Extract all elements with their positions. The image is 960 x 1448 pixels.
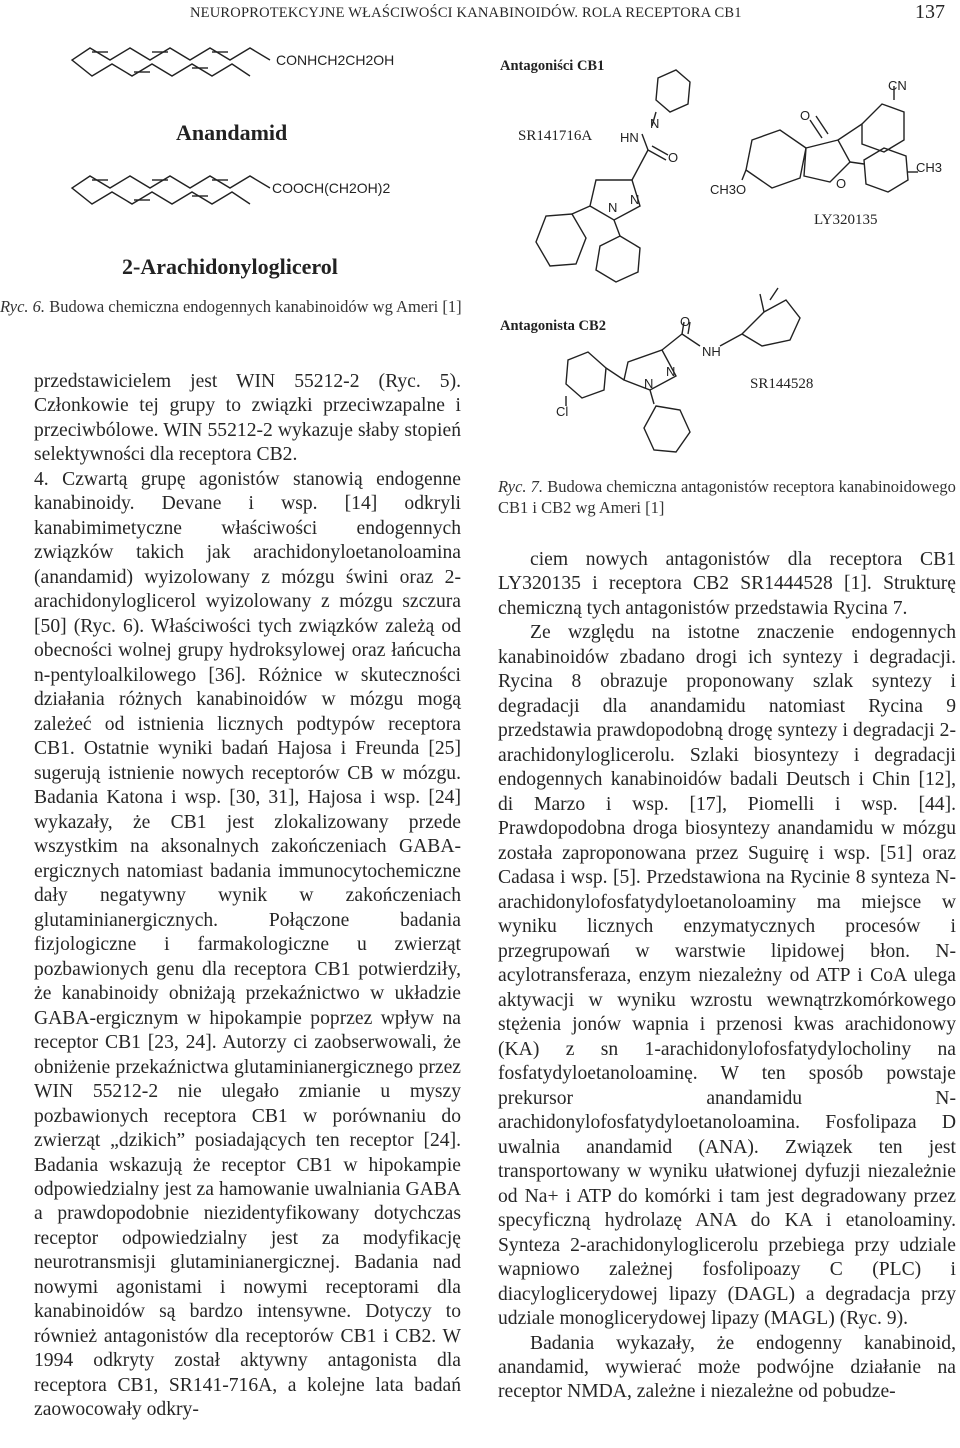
page-number: 137 [915, 1, 945, 23]
atom-o-furan: O [836, 176, 847, 191]
atom-cl: Cl [556, 404, 569, 419]
atom-o-ketone: O [800, 108, 811, 123]
atom-hn: HN [620, 130, 639, 145]
anandamide-headgroup: CONHCH2CH2OH [276, 52, 395, 68]
figure-6-caption-text: Budowa chemiczna endogennych kanabinoidów wg Ameri [1] [45, 297, 462, 316]
anandamide-label: Anandamid [176, 120, 288, 145]
atom-n1: N [608, 200, 618, 215]
ag-headgroup: COOCH(CH2OH)2 [272, 180, 391, 196]
figure-7-caption-text: Budowa chemiczna antagonistów receptora kanabinoidowego CB1 i CB2 wg Ameri [1] [498, 477, 956, 517]
atom-ch3o: CH3O [710, 182, 747, 197]
atom-ch3: CH3 [916, 160, 943, 175]
left-paragraph-1: przedstawicielem jest WIN 55212-2 (Ryc. 5). Członkowie tej grupy to związki przeciwzapalne i przeciwbólowe. WIN 55212-2 wykazuje słaby stopień selektywności dla receptora CB2. [34, 371, 461, 466]
atom-n-pyrazole1: N [666, 364, 676, 379]
atom-n-pyrazole2: N [644, 376, 654, 391]
atom-nh: NH [702, 344, 721, 359]
figure-7-caption-label: Ryc. 7. [498, 477, 544, 496]
atom-n2: N [630, 192, 640, 207]
cb2-antagonist-heading: Antagonista CB2 [500, 318, 606, 334]
sr141716a-label: SR141716A [518, 128, 593, 144]
left-paragraph-2: 4. Czwartą grupę agonistów stanowią endogenne kanabinoidy. Devane i wsp. [14] odkryli kanabimimetyczne właściwości endogennych związków takich jak arachidonyloetanoloamina (anandamid) wyizolowany z mózgu świni oraz 2-arachidonyloglicerol wyizolowany z mózgu szczura [50] (Ryc. 6). Właściwości tych związków zależą od obecności wolnej grupy hydroksylowej oraz łańcucha n-pentyloalkilowego [36]. Różnice w skuteczności działania różnych kanabinoidów w mózgu mogą zależeć od istnienia licznych podtypów receptora CB1. Ostatnie wyniki badań Hajosa i Freunda [25] sugerują istnienie nowych receptorów CB w mózgu. Badania Katona i wsp. [30, 31], Hajosa i wsp. [24] wykazały, że CB1 jest zlokalizowany przede wszystkim na aksonalnych zakończeniach GABA-ergicznych natomiast badania immunocytochemiczne dały negatywny wynik w zakończeniach glutaminianergicznych. Połączone badania fizjologiczne i farmakologiczne u zwierząt pozbawionych genu dla receptora CB1 potwierdziły, że kanabinoidy obniżają przekaźnictwo w układzie GABA-ergicznym w hipokampie poprzez wpływ na receptor CB1 [23, 24]. Autorzy ci zaobserwowali, że obniżenie przekaźnictwa glutaminianergicznego przez WIN 55212-2 nie ulegało zmianie u myszy pozbawionych receptora CB1 w porównaniu do zwierząt „dzikich” posiadających ten receptor [24]. Badania wskazują że receptor CB1 w hipokampie odpowiedzialny jest za hamowanie uwalniania GABA a prawdopodobnie niezidentyfikowany dotychczas receptor odpowiedzialny jest za modyfikację neurotransmisji glutaminianergicznej. Badania nad nowymi agonistami i nowymi receptorami dla kanabinoidów są bardzo intensywne. Dotyczy to również antagonistów dla receptorów CB1 i CB2. W 1994 odkryty został aktywny antagonista dla receptora CB1, SR141-716A, a kolejne lata badań zaowocowały odkry- [34, 468, 461, 1421]
sr144528-label: SR144528 [750, 376, 814, 392]
right-column [498, 548, 956, 1405]
right-paragraph-2: Ze względu na istotne znaczenie endogennych kanabinoidów zbadano drogi ich syntezy i degradacji. Rycina 8 obrazuje proponowany szlak syntezy i degradacji dla anandamidu natomiast Rycina 9 przedstawia prawdopodobną drogę syntezy i degradacji 2-arachidonyloglicerolu. Szlaki biosyntezy i degradacji endogennych kanabinoidów badali Deutsch i Chin [12], di Marzo i wsp. [17], Piomelli i wsp. [44]. Prawdopodobna droga biosyntezy anandamidu w mózgu została zaproponowana przez Suguirę i wsp. [51] oraz Cadasa i wsp. [5]. Przedstawiona na Rycinie 8 synteza N-arachidonylofosfatydyloetanoloaminy ma miejsce w wyniku licznych enzymatycznych procesów i przegrupowań w warstwie lipidowej błon. N-acylotransferaza, enzym niezależny od ATP i CoA ulega aktywacji w wyniku wzrostu wewnątrzkomórkowego stężenia jonów wapnia i przenosi kwas arachidonowy (KA) z sn 1-arachidonylofosfatydylocholiny na fosfatydyloetanoloaminę. W ten sposób powstaje prekursor anandamidu N-arachidonylofosfatydyloetanoloamina. Fosfolipaza D uwalnia anandamid (ANA). Związek ten jest transportowany w wyniku ułatwionej dyfuzji niezależnie od Na+ i ATP do komórki i tam jest degradowany przez specyficzną hydrolazę ANA do KA i etanoloaminy. Synteza 2-arachidonyloglicerolu przebiega przy udziale wapniowo zależnej fosfolipoazy C (PLC) i diacyloglicerydowej lipazy (DAGL) a degradacja przy udziale monoglicerydowej lipazy (MAGL) (Ryc. 9). [498, 622, 956, 1330]
right-paragraph-3: Badania wykazały, że endogenny kanabinoid, anandamid, wywierać może podwójne działanie na receptor NMDA, zależne i niezależne od pobudze- [498, 1332, 956, 1403]
atom-n-piperidine: N [650, 116, 660, 131]
atom-cn: CN [888, 78, 907, 93]
right-paragraph-1: ciem nowych antagonistów dla receptora CB1 LY320135 i receptora CB2 SR1444528 [1]. Strukturę chemiczną tych antagonistów przedstawia Rycina 7. [498, 549, 956, 619]
atom-o-amide: O [668, 150, 679, 165]
ly320135-label: LY320135 [814, 212, 878, 228]
running-title: NEUROPROTEKCYJNE WŁAŚCIWOŚCI KANABINOIDÓW. ROLA RECEPTORA CB1 [190, 5, 742, 21]
atom-o-cb2: O [680, 314, 691, 329]
figure-6-caption-label: Ryc. 6. [0, 297, 46, 316]
sr141716a-structure [536, 70, 690, 282]
ag-label: 2-Arachidonyloglicerol [122, 254, 338, 279]
sr144528-structure [566, 288, 800, 452]
left-column [34, 370, 461, 1423]
figure-7-caption [498, 476, 958, 518]
ly320135-structure [742, 86, 918, 192]
cb1-antagonists-heading: Antagoniści CB1 [500, 58, 605, 74]
